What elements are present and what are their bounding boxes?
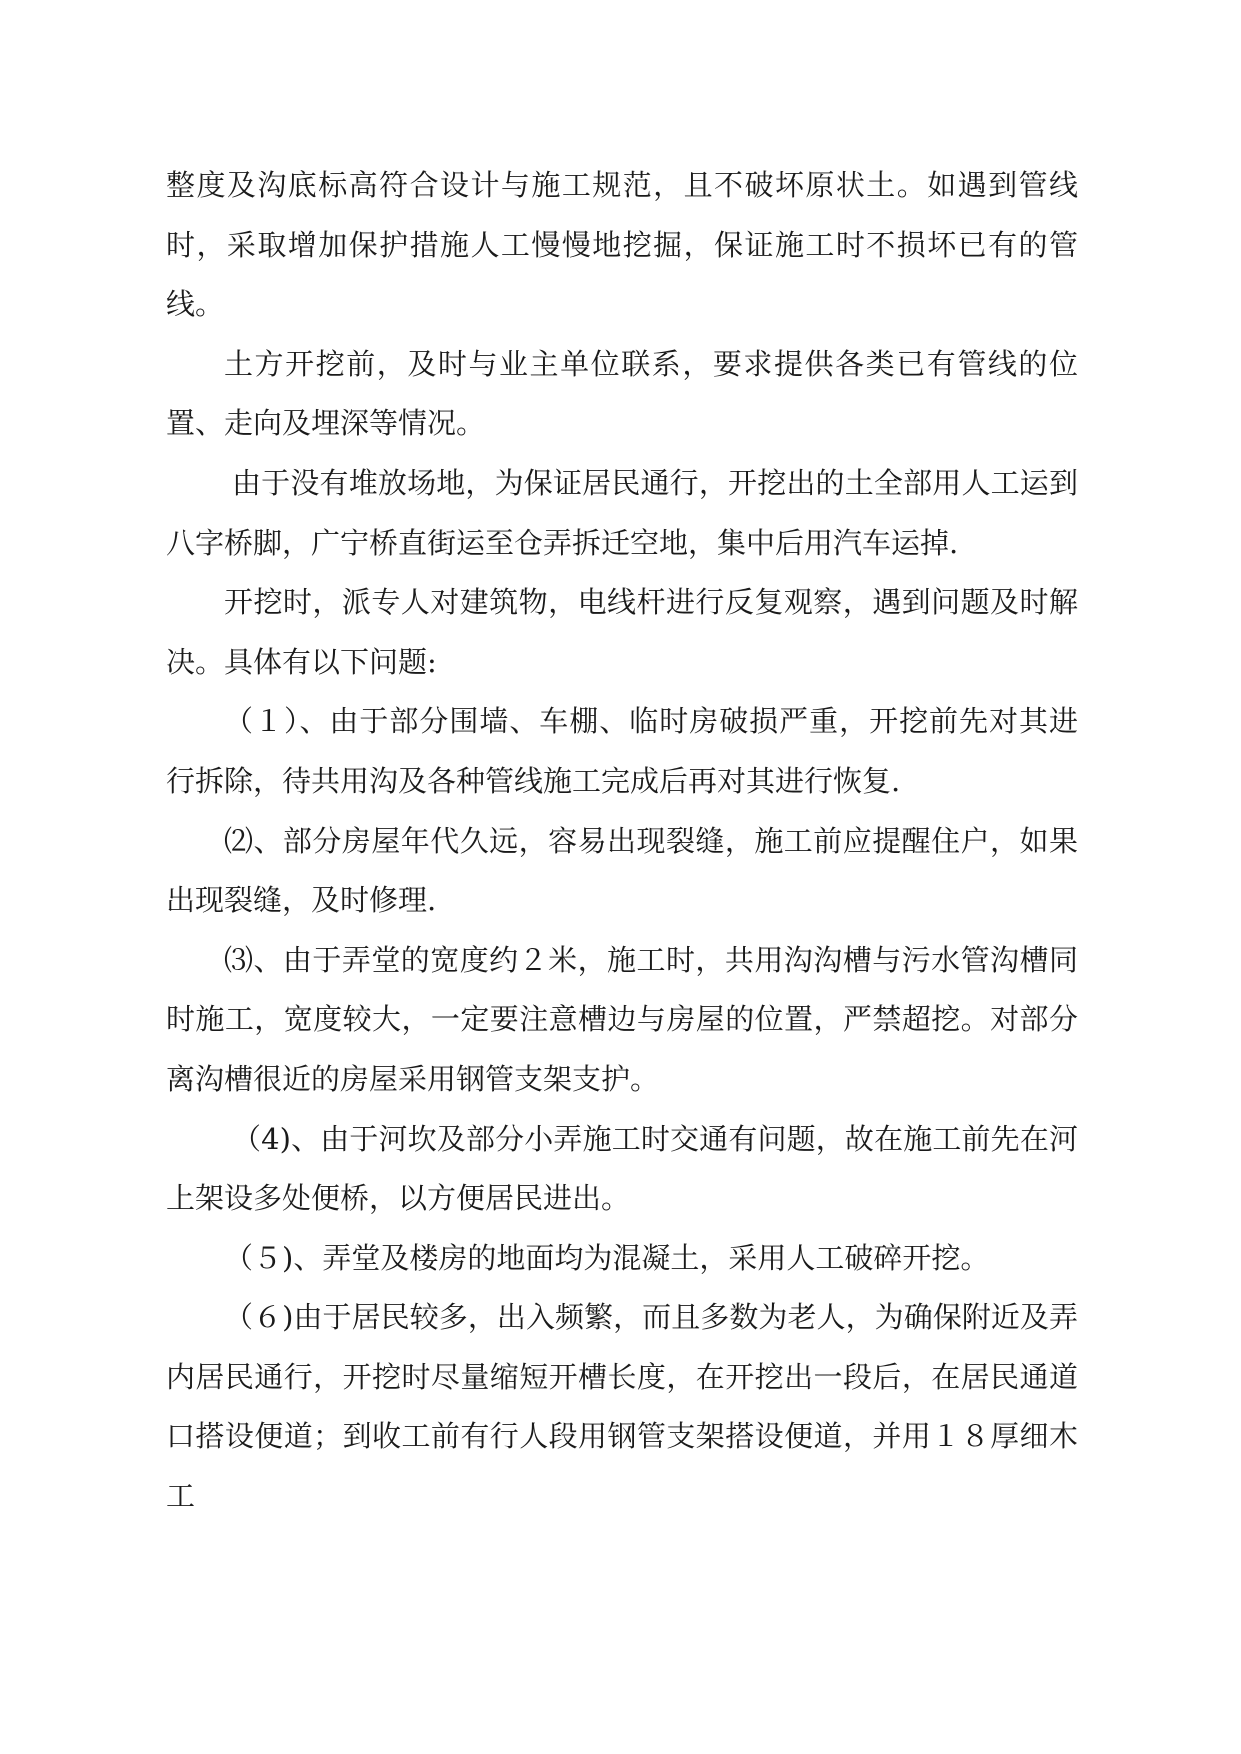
paragraph-5: （１）、由于部分围墙、车棚、临时房破损严重，开挖前先对其进行拆除，待共用沟及各种管线施工完成后再对其进行恢复.	[166, 704, 1078, 798]
paragraph-2: 土方开挖前，及时与业主单位联系，要求提供各类已有管线的位置、走向及埋深等情况。	[166, 346, 1078, 441]
paragraph-3: 由于没有堆放场地，为保证居民通行，开挖出的土全部用人工运到八字桥脚，广宁桥直街运至仓弄拆迁空地，集中后用汽车运掉.	[166, 465, 1078, 560]
paragraph-1: 整度及沟底标高符合设计与施工规范，且不破坏原状土。如遇到管线时，采取增加保护措施人工慢慢地挖掘，保证施工时不损坏已有的管线。	[166, 168, 1078, 322]
paragraph-10: （６)由于居民较多，出入频繁，而且多数为老人，为确保附近及弄内居民通行，开挖时尽量缩短开槽长度，在开挖出一段后，在居民通道口搭设便道；到收工前有行人段用钢管支架搭设便道，并用１８厚细木工	[166, 1300, 1078, 1514]
paragraph-9: （５)、弄堂及楼房的地面均为混凝土，采用人工破碎开挖。	[224, 1240, 990, 1275]
paragraph-8: （4)、由于河坎及部分小弄施工时交通有问题，故在施工前先在河上架设多处便桥，以方便居民进出。	[166, 1121, 1078, 1216]
document-body	[166, 156, 1078, 1527]
paragraph-4: 开挖时，派专人对建筑物，电线杆进行反复观察，遇到问题及时解决。具体有以下问题:	[166, 585, 1078, 679]
paragraph-6: ⑵、部分房屋年代久远，容易出现裂缝，施工前应提醒住户，如果出现裂缝，及时修理.	[166, 823, 1078, 918]
paragraph-7: ⑶、由于弄堂的宽度约２米，施工时，共用沟沟槽与污水管沟槽同时施工，宽度较大，一定要注意槽边与房屋的位置，严禁超挖。对部分离沟槽很近的房屋采用钢管支架支护。	[166, 942, 1078, 1096]
